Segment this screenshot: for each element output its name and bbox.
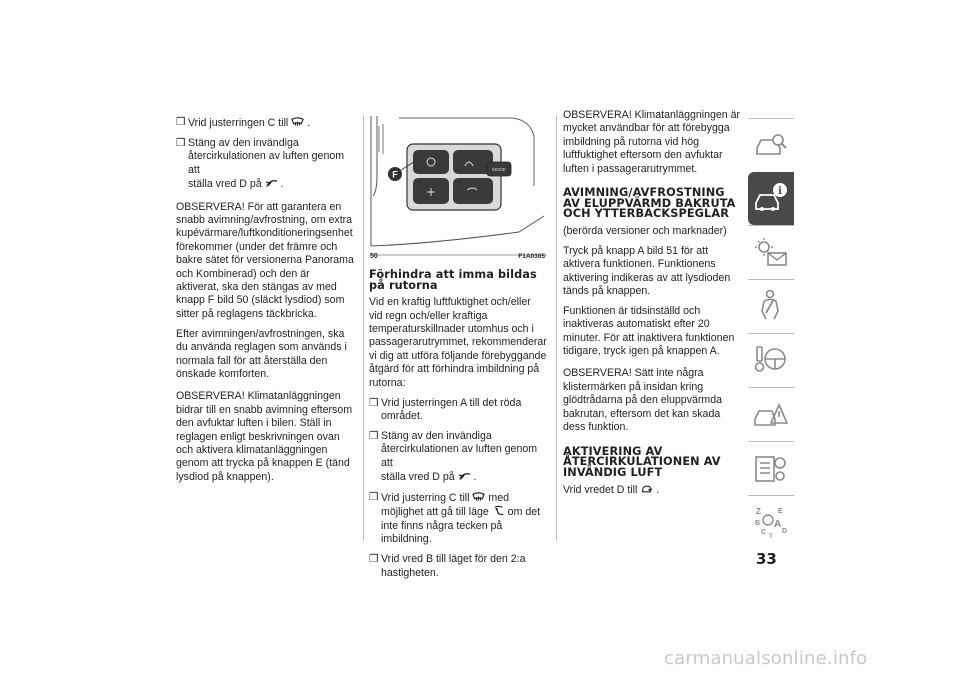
bullet-box-icon: ❒	[176, 116, 186, 128]
car-breakdown-icon	[754, 397, 788, 431]
chapter-tab-knowing-car[interactable]	[748, 172, 794, 225]
chapter-tab-starting-driving[interactable]	[748, 333, 794, 387]
windshield-defrost-icon	[291, 116, 304, 128]
key-steering-wheel-icon	[754, 343, 788, 377]
watermark: carmanualsonline.info	[664, 648, 868, 669]
figure-50	[369, 116, 547, 264]
maintenance-checklist-icon	[754, 451, 788, 485]
chapter-tab-warning-lights[interactable]	[748, 225, 794, 279]
bullet-item	[369, 430, 547, 485]
bullet-item	[369, 491, 547, 547]
paragraph-note: (berörda versioner och marknader)	[563, 224, 727, 237]
figure-number: 50	[370, 252, 378, 260]
bullet-box-icon: ❒	[176, 136, 186, 149]
figure-code: F1A0305	[518, 252, 545, 260]
bullet-text-end: .	[307, 117, 311, 129]
alphabetical-index-icon	[754, 505, 788, 539]
svg-text:T: T	[769, 534, 773, 539]
bullet-text: Stäng av den invändiga	[188, 136, 299, 149]
svg-text:C: C	[761, 529, 767, 536]
chapter-tab-index[interactable]	[748, 495, 794, 549]
section-heading: AKTIVERING AV ÅTERCIRKULATIONEN AV INVÄNDIG LUFT	[563, 444, 721, 479]
svg-text:i: i	[778, 186, 782, 197]
svg-text:A: A	[774, 519, 782, 530]
climate-control-panel-illustration	[369, 116, 547, 256]
bullet-text: Vrid justerringen A till det röda området.	[381, 396, 522, 422]
bullet-box-icon: ❒	[369, 396, 379, 409]
car-search-icon	[754, 128, 788, 162]
paragraph-text: .	[656, 484, 660, 497]
page-number: 33	[756, 550, 777, 568]
bullet-text-end: .	[280, 178, 284, 191]
paragraph: Tryck på knapp A bild 51 för att aktivera funktionen. Funktionens aktivering indikeras av att lysdioden tänds på knappen.	[563, 244, 731, 297]
bullet-text: Vrid justerring C till	[381, 491, 470, 504]
paragraph: Efter avimningen/avfrostningen, ska du använda reglagen som används i normala fall för att återställa den önskade komforten.	[176, 327, 347, 380]
paragraph	[563, 483, 743, 497]
paragraph: Vid en kraftig luftfuktighet och/eller vid regn och/eller kraftiga temperaturskillnader utomhus och i passagerarutrymmet, rekommenderar vi dig att utföra följande förebyggande åtgärd för att förhindra imbildning på rutorna:	[369, 296, 547, 389]
chapter-tab-maintenance[interactable]	[748, 441, 794, 495]
paragraph: Funktionen är tidsinställd och inaktiveras automatiskt efter 20 minuter. För att inaktivera funktionen tidigare, tryck igen på knappen A.	[563, 304, 735, 358]
svg-text:E: E	[778, 508, 783, 515]
paragraph: OBSERVERA! För att garantera en snabb avimning/avfrostning, om extra kupévärmare/luftkonditioneringsenhet förekommer (under det främre och bakre sätet för versionerna Panorama och Kombinerad) och den är aktiverat, ska den stängas av med knapp F bild 50 (släckt lysdiod) som sitter på reglagens täckbricka.	[176, 200, 354, 320]
bullet-item	[369, 553, 547, 580]
bullet-item	[176, 116, 354, 130]
bullet-text: om det inte finns några tecken på imbildning.	[381, 506, 541, 546]
bullet-text-end: .	[473, 471, 477, 484]
chapter-tab-safety[interactable]	[748, 279, 794, 333]
text-column-2	[369, 116, 547, 586]
section-heading: AVIMNING/AVFROSTNING AV ELUPPVÄRMD BAKRUTA OCH YTTERBACKSPEGLAR	[563, 186, 736, 221]
column-divider-1	[363, 116, 364, 540]
windshield-defrost-icon	[472, 491, 485, 503]
bullet-text: med möjlighet att gå till läge	[381, 491, 510, 519]
column-divider-2	[556, 116, 557, 540]
chapter-tab-dashboard[interactable]	[748, 118, 794, 172]
bullet-item	[369, 397, 547, 424]
bullet-text: återcirkulationen av luften genom att	[381, 443, 538, 469]
outside-air-icon	[458, 470, 471, 482]
bullet-box-icon: ❒	[369, 429, 379, 442]
svg-text:B: B	[755, 520, 761, 527]
paragraph: OBSERVERA! Sätt inte några klistermärken på insidan kring glödtrådarna på den eluppvärmda bakrutan, eftersom det kan skada dess funktion.	[563, 367, 723, 434]
outside-air-icon	[265, 177, 278, 189]
paragraph-text: Vrid vredet D till	[563, 484, 638, 497]
bullet-box-icon: ❒	[369, 553, 379, 566]
text-column-1	[176, 116, 354, 491]
car-info-icon	[754, 181, 788, 215]
windshield-feet-icon	[492, 505, 505, 517]
mode-button-label: MODE	[492, 167, 506, 172]
text-column-3	[563, 109, 743, 504]
bullet-text: Vrid justerringen C till	[188, 117, 289, 129]
bullet-text: återcirkulationen av luften genom att	[188, 150, 345, 176]
paragraph: OBSERVERA! Klimatanläggningen bidrar till en snabb avimning eftersom den avfuktar luften i bilen. Ställ in reglagen enligt beskrivningen ovan och aktivera klimatanläggningen genom att trycka på knappen E (tänd lysdiod på knappen).	[176, 390, 353, 483]
bullet-item	[176, 137, 354, 192]
svg-text:D: D	[782, 528, 788, 535]
bullet-box-icon: ❒	[369, 490, 379, 503]
paragraph: OBSERVERA! Klimatanläggningen är mycket användbar för att förebygga imbildning på rutorna vid hög luftfuktighet eftersom den avfuktar luften i passagerarutrymmet.	[563, 109, 741, 175]
chapter-tab-emergency[interactable]	[748, 387, 794, 441]
chapter-navigation	[748, 118, 794, 549]
bullet-text: ställa vred D på	[188, 178, 262, 191]
svg-text:Z: Z	[756, 507, 761, 516]
bullet-text: ställa vred D på	[381, 471, 455, 484]
callout-letter-f: F	[392, 169, 398, 180]
bullet-text: Vrid vred B till läget för den 2:a hastigheten.	[381, 553, 526, 579]
seatbelt-safety-icon	[754, 289, 788, 323]
recirculation-icon	[640, 483, 653, 495]
section-heading: Förhindra att imma bildas på rutorna	[369, 268, 537, 292]
bullet-text: Stäng av den invändiga	[381, 429, 492, 442]
warning-lights-icon	[754, 235, 788, 269]
